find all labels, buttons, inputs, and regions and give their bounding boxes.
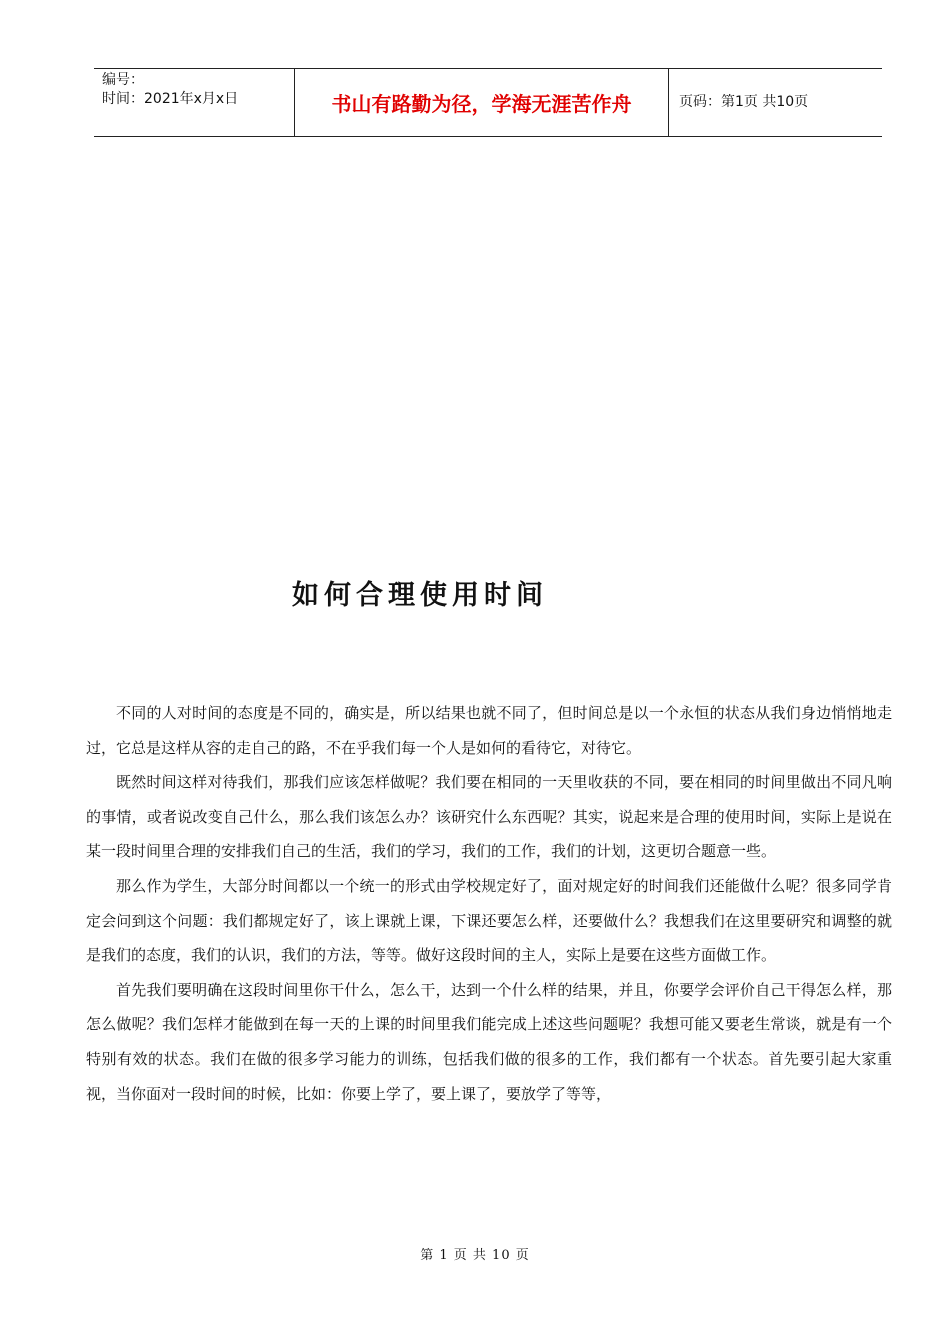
page-footer: 第 1 页 共 10 页 [420, 1248, 530, 1263]
serial-number-label: 编号： [102, 72, 144, 88]
paragraph: 既然时间这样对待我们，那我们应该怎样做呢？我们要在相同的一天里收获的不同，要在相同的时间里做出不同凡响的事情，或者说改变自己什么，那么我们该怎么办？该研究什么东西呢？其实，说起来是合理的使用时间，实际上是说在某一段时间里合理的安排我们自己的生活，我们的学习，我们的工作，我们的计划，这更切合题意一些。 [86, 773, 892, 861]
document-title: 如何合理使用时间 [292, 580, 548, 611]
header-motto: 书山有路勤为径，学海无涯苦作舟 [331, 92, 632, 116]
header-page-cell [669, 69, 882, 136]
header-page-info: 页码：第1页 共10页 [679, 94, 809, 110]
header-motto-cell [295, 69, 669, 136]
time-label: 时间：2021年x月x日 [102, 91, 239, 107]
paragraph: 首先我们要明确在这段时间里你干什么，怎么干，达到一个什么样的结果，并且，你要学会评价自己干得怎么样，那怎么做呢？我们怎样才能做到在每一天的上课的时间里我们能完成上述这些问题呢？我想可能又要老生常谈，就是有一个特别有效的状态。我们在做的很多学习能力的训练，包括我们做的很多的工作，我们都有一个状态。首先要引起大家重视，当你面对一段时间的时候，比如：你要上学了，要上课了，要放学了等等， [86, 980, 892, 1103]
document-body [86, 696, 892, 1111]
paragraph: 不同的人对时间的态度是不同的，确实是，所以结果也就不同了，但时间总是以一个永恒的状态从我们身边悄悄地走过，它总是这样从容的走自己的路，不在乎我们每一个人是如何的看待它，对待它。 [86, 704, 892, 757]
document-header [94, 68, 882, 137]
paragraph: 那么作为学生，大部分时间都以一个统一的形式由学校规定好了，面对规定好的时间我们还能做什么呢？很多同学肯定会问到这个问题：我们都规定好了，该上课就上课，下课还要怎么样，还要做什么？我想我们在这里要研究和调整的就是我们的态度，我们的认识，我们的方法，等等。做好这段时间的主人，实际上是要在这些方面做工作。 [86, 876, 892, 965]
header-meta-cell [94, 69, 295, 136]
